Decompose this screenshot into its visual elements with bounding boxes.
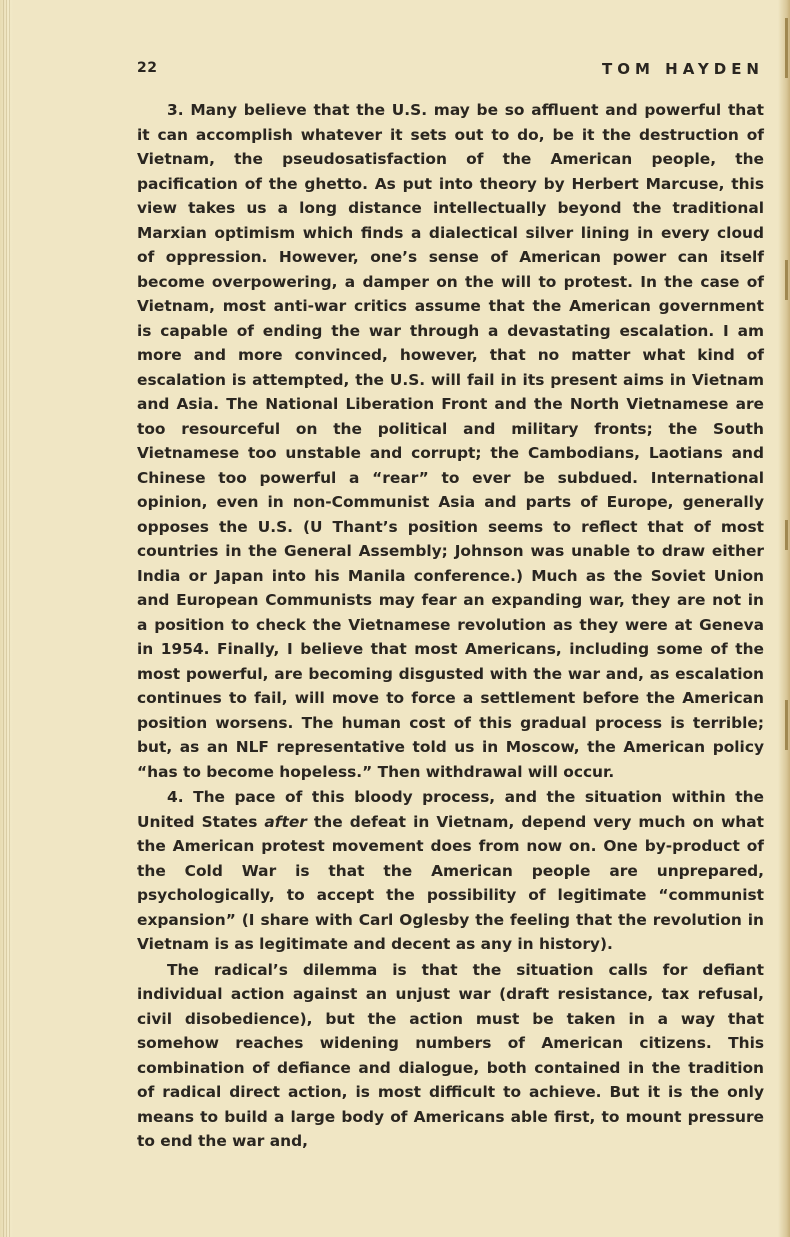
paragraph-text: 3. Many believe that the U.S. may be so affluent and powerful that it can accomplish whatever it sets out to do, be it the destruction of Vietnam, the pseudosatisfaction of the American people, the pacification of the ghetto. As put into theory by Herbert Marcuse, this view takes us a long distance intellectually beyond the traditional Marxian optimism which finds a dialectical silver lining in every cloud of oppression. However, one’s sense of American power can itself become overpowering, a damper on the will to protest. In the case of Vietnam, most anti-war critics assume that the American government is capable of ending the war through a devastating escalation. I am more and more convinced, however, that no matter what kind of escalation is attempted, the U.S. will fail in its present aims in Vietnam and Asia. The National Liberation Front and the North Vietnamese are too resourceful on the political and military fronts; the South Vietnamese too unstable and corrupt; the Cambodians, Laotians and Chinese too powerful a “rear” to ever be subdued. International opinion, even in non-Communist Asia and parts of Europe, generally opposes the U.S. (U Thant’s position seems to reflect that of most countries in the General Assembly; Johnson was unable to draw either India or Japan into his Manila conference.) Much as the Soviet Union and European Communists may fear an expanding war, they are not in a position to check the Vietnamese revolution as they were at Geneva in 1954. Finally, I believe that most Americans, including some of the most powerful, are becoming disgusted with the war and, as escalation continues to fail, will move to force a settlement before the American position worsens. The human cost of this gradual process is terrible; but, as an NLF representative told us in Moscow, the American policy “has to become hopeless.” Then withdrawal will occur.	[137, 101, 764, 781]
paragraph	[137, 98, 764, 784]
page-number: 22	[137, 60, 158, 76]
paragraph	[137, 958, 764, 1154]
paragraph	[137, 785, 764, 957]
paragraph-text: 4. The pace of this bloody process, and the situation within the United States	[137, 788, 764, 831]
running-head: TOM HAYDEN	[602, 60, 764, 78]
paragraph-text: The radical’s dilemma is that the situation calls for defiant individual action against an unjust war (draft resistance, tax refusal, civil disobedience), but the action must be taken in a way that somehow reaches widening numbers of American citizens. This combination of defiance and dialogue, both contained in the tradition of radical direct action, is most difficult to achieve. But it is the only means to build a large body of Americans able first, to mount pressure to end the war and,	[137, 960, 764, 1150]
page-header	[137, 60, 764, 82]
body-text	[137, 98, 764, 1154]
paragraph-text: the defeat in Vietnam, depend very much on what the American protest movement does from now on. One by-product of the Cold War is that the American people are unprepared, psychologically, to accept the possibility of legitimate “communist expansion” (I share with Carl Oglesby the feeling that the revolution in Vietnam is as legitimate and decent as any in history).	[137, 812, 764, 953]
emphasized-text: after	[264, 812, 307, 831]
